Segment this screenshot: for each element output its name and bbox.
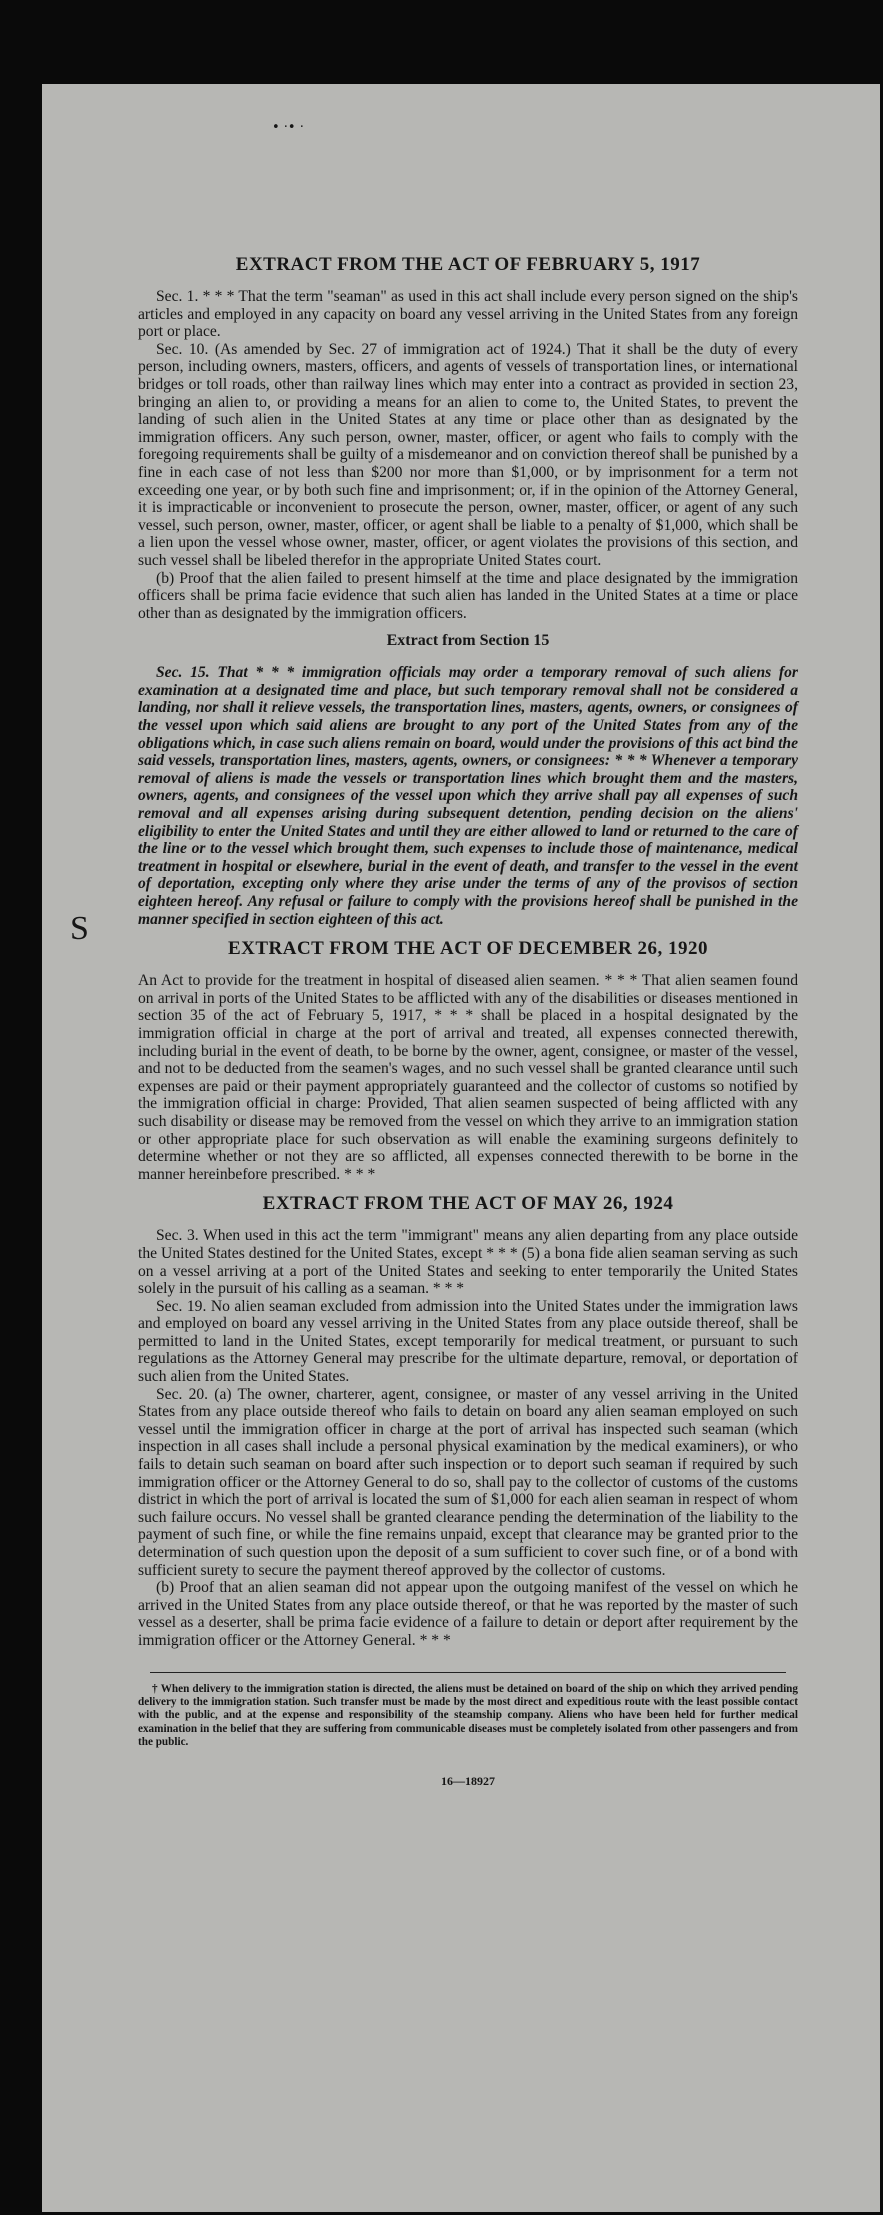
paragraph: An Act to provide for the treatment in hospital of diseased alien seamen. * * * That alien seamen found on arrival in ports of the United States to be afflicted with any of the disabilities or diseases mentioned in section 35 of the act of February 5, 1917, * * * shall be placed in a hospital designated by the immigration official in charge at the port of arrival and treated, all expenses connected therewith, including burial in the event of death, to be borne by the owner, agent, consignee, or master of the vessel, and not to be deducted from the seamen's wages, and no such vessel shall be granted clearance until such expenses are paid or their payment appropriately guaranteed and the collector of customs so notified by the immigration official in charge: Provided, That alien seamen suspected of being afflicted with any such disability or disease may be removed from the vessel on which they arrive to an immigration station or other appropriate place for such observation as will enable the examining surgeons definitely to determine whether or not they are so afflicted, all expenses connected therewith to be borne in the manner hereinbefore prescribed. * * * <box>138 972 798 1183</box>
section-heading: EXTRACT FROM THE ACT OF FEBRUARY 5, 1917 <box>235 254 701 275</box>
footnote-divider <box>150 1672 786 1673</box>
page-number: 16—18927 <box>441 1773 495 1788</box>
paragraph: Sec. 3. When used in this act the term "immigrant" means any alien departing from any place outside the United States destined for the United States, except * * * (5) a bona fide alien seaman serving as such on a vessel arriving at a port of the United States and seeking to enter temporarily the United States solely in the pursuit of his calling as a seaman. * * * <box>138 1227 798 1298</box>
paragraph: Sec. 15. That * * * immigration officials may order a temporary removal of such aliens for examination at a designated time and place, but such temporary removal shall not be considered a landing, nor shall it relieve vessels, the transportation lines, masters, agents, owners, or consignees of the vessel upon which said aliens are brought to any port of the United States from any of the obligations which, in case such aliens remain on board, would under the provisions of this act bind the said vessels, transportation lines, masters, agents, owners, or consignees: * * * Whenever a temporary removal of aliens is made the vessels or transportation lines which brought them and the masters, owners, agents, and consignees of the vessel upon which they arrive shall pay all expenses of such removal and all expenses arising during subsequent detention, pending decision on the aliens' eligibility to enter the United States and until they are either allowed to land or returned to the care of the line or to the vessel which brought them, such expenses to include those of maintenance, medical treatment in hospital or elsewhere, burial in the event of death, and transfer to the vessel in the event of deportation, excepting only where they arise under the terms of any of the provisos of section eighteen hereof. Any refusal or failure to comply with the provisions hereof shall be punished in the manner specified in section eighteen of this act. <box>138 664 798 928</box>
section-heading: EXTRACT FROM THE ACT OF MAY 26, 1924 <box>262 1193 674 1215</box>
section-heading: EXTRACT FROM THE ACT OF DECEMBER 26, 1920 <box>227 938 709 960</box>
section-heading: Extract from Section 15 <box>386 632 550 650</box>
footnote <box>138 1683 798 1750</box>
section-act-1917 <box>138 254 798 622</box>
document-page <box>42 84 880 2212</box>
paragraph: (b) Proof that the alien failed to present himself at the time and place designated by the immigration officers shall be prima facie evidence that such alien has landed in the United States at a time or place other than as designated by the immigration officers. <box>138 569 798 622</box>
paragraph: Sec. 20. (a) The owner, charterer, agent, consignee, or master of any vessel arriving in the United States from any place outside thereof who fails to detain on board any alien seaman employed on such vessel until the immigration officer in charge at the port of arrival has inspected such seaman (which inspection in all cases shall include a personal physical examination by the medical examiners), or who fails to detain such seaman on board after such inspection or to deport such seaman if required by such immigration officer or the Attorney General to do so, shall pay to the collector of customs of the customs district in which the port of arrival is located the sum of $1,000 for each alien seaman in respect of whom such failure occurs. No vessel shall be granted clearance pending the determination of the liability to the payment of such fine, or while the fine remains unpaid, except that clearance may be granted prior to the determination of such question upon the deposit of a sum sufficient to cover such fine, or of a bond with sufficient surety to secure the payment thereof approved by the collector of customs. <box>138 1385 798 1579</box>
footnote-text: † When delivery to the immigration station is directed, the aliens must be detained on board of the ship on which they arrived pending delivery to the immigration station. Such transfer must be made by the most direct and expeditious route with the least possible contact with the public, and at the expense and responsibility of the steamship company. Aliens who have been held for further medical examination in the belief that they are suffering from communicable diseases must be completely isolated from other passengers and from the public. <box>138 1682 798 1749</box>
margin-handwritten-mark: S <box>70 910 89 947</box>
paragraph: Sec. 19. No alien seaman excluded from admission into the United States under the immigration laws and employed on board any vessel arriving in the United States from any place outside thereof, shall be permitted to land in the United States, except temporarily for medical treatment, or pursuant to such regulations as the Attorney General may prescribe for the ultimate departure, removal, or deportation of such alien from the United States. <box>138 1297 798 1386</box>
paragraph: Sec. 1. * * * That the term "seaman" as used in this act shall include every person signed on the ship's articles and employed in any capacity on board any vessel arriving in the United States from any foreign port or place. <box>138 288 798 341</box>
paragraph: (b) Proof that an alien seaman did not appear upon the outgoing manifest of the vessel on which he arrived in the United States from any place outside thereof, or that he was reported by the master of such vessel as a deserter, shall be prima facie evidence of a failure to detain or deport after requirement by the immigration officer or the Attorney General. * * * <box>138 1579 798 1649</box>
section-act-1924 <box>138 1193 798 1649</box>
section-extract-15 <box>138 632 798 928</box>
paragraph: Sec. 10. (As amended by Sec. 27 of immigration act of 1924.) That it shall be the duty of every person, including owners, masters, officers, and agents of vessels of transportation lines, or international bridges or toll roads, other than railway lines which may enter into a contract as provided in section 23, bringing an alien to, or providing a means for an alien to come to, the United States, to prevent the landing of such alien in the United States at any time or place other than as designated by the immigration officers. Any such person, owner, master, officer, or agent who fails to comply with the foregoing requirements shall be guilty of a misdemeanor and on conviction thereof shall be punished by a fine in each case of not less than $200 nor more than $1,000, or by imprisonment for a term not exceeding one year, or by both such fine and imprisonment; or, if in the opinion of the Attorney General, it is impracticable or inconvenient to prosecute the person, owner, master, officer, or agent of any such vessel, such person, owner, master, officer, or agent shall be liable to a penalty of $1,000, which shall be a lien upon the vessel whose owner, master, officer, or agent violates the provisions of this section, and such vessel shall be libeled therefor in the appropriate United States court. <box>138 340 798 569</box>
section-act-1920 <box>138 938 798 1183</box>
stray-marks: • ·• · <box>272 120 304 135</box>
